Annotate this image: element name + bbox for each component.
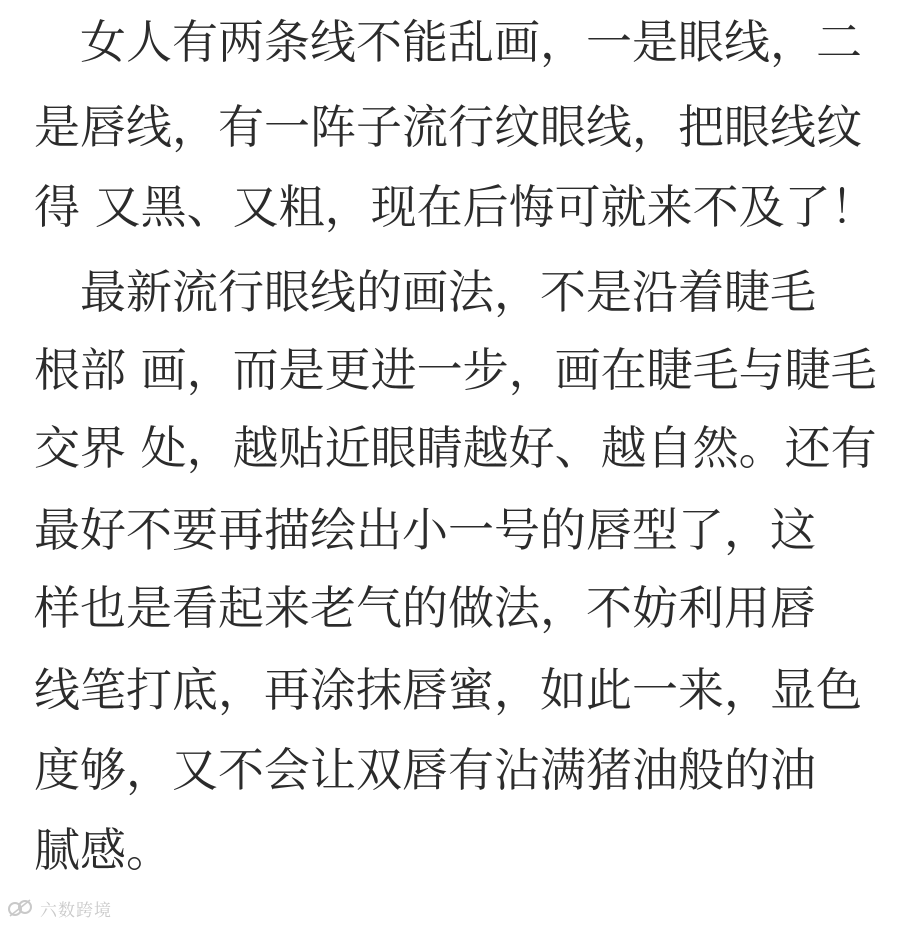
paragraph-2-line-5: 样也是看起来老气的做法，不妨利用唇 [34, 581, 816, 635]
paragraph-2-line-8: 腻感。 [34, 823, 172, 877]
paragraph-1-line-3: 得 又黑、又粗，现在后悔可就来不及了！ [34, 180, 877, 234]
paragraph-2-line-3: 交界 处，越贴近眼睛越好、越自然。还有 [34, 421, 877, 475]
paragraph-2-line-1: 最新流行眼线的画法，不是沿着睫毛 [80, 265, 816, 319]
paragraph-1-line-2: 是唇线，有一阵子流行纹眼线，把眼线纹 [34, 100, 862, 154]
watermark-text: 六数跨境 [40, 900, 112, 921]
paragraph-2-line-4: 最好不要再描绘出小一号的唇型了，这 [34, 503, 816, 557]
paragraph-2-line-7: 度够，又不会让双唇有沾满猪油般的油 [34, 743, 816, 797]
watermark-logo-icon [6, 896, 34, 920]
paragraph-1-line-1: 女人有两条线不能乱画，一是眼线，二 [80, 15, 862, 69]
paragraph-2-line-2: 根部 画，而是更进一步，画在睫毛与睫毛 [34, 343, 877, 397]
watermark [6, 894, 112, 922]
paragraph-2-line-6: 线笔打底，再涂抹唇蜜，如此一来，显色 [34, 663, 862, 717]
